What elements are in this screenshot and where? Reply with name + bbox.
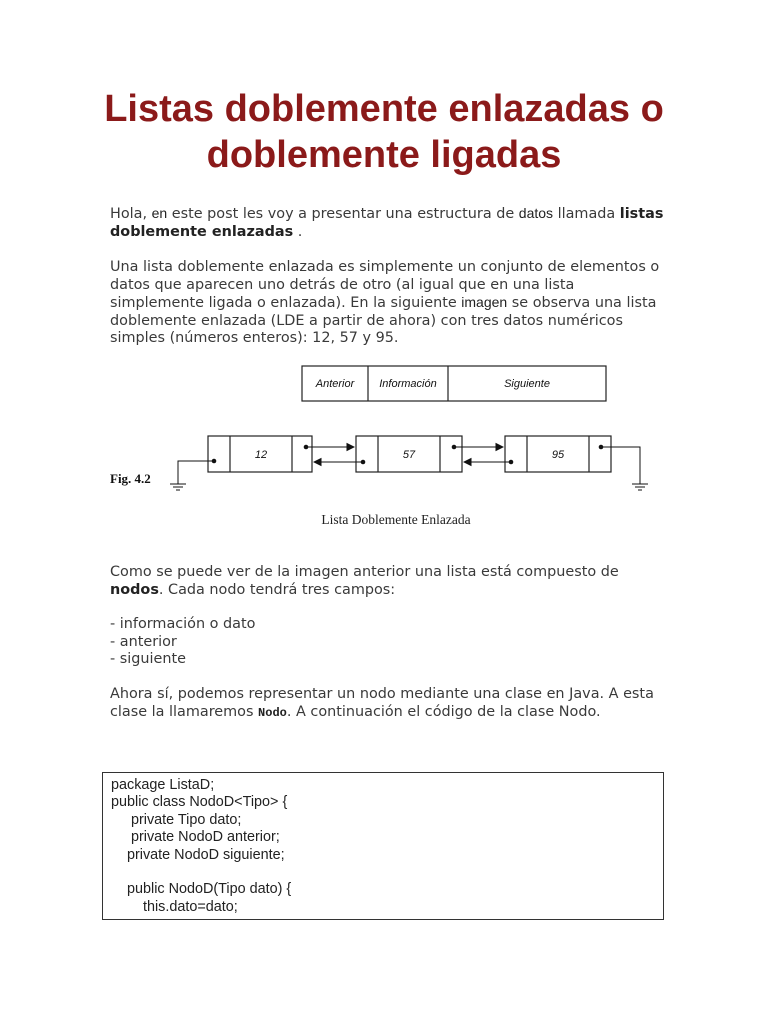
intro-text-5: llamada xyxy=(553,206,620,222)
code-line: private NodoD siguiente; xyxy=(111,846,285,863)
field-item-anterior: - anterior xyxy=(110,633,177,650)
java-paragraph xyxy=(110,686,670,722)
list-node-3 xyxy=(505,436,611,472)
code-block xyxy=(102,772,664,920)
page-title: Listas doblemente enlazadas o doblemente ligadas xyxy=(104,88,664,176)
header-anterior: Anterior xyxy=(315,378,355,390)
code-line: package ListaD; xyxy=(111,777,215,793)
fields-list xyxy=(110,616,670,669)
node-1-value: 12 xyxy=(254,449,268,461)
node-structure-header xyxy=(302,366,606,401)
intro-text-1: Hola, xyxy=(110,206,152,222)
java-text-1: Ahora sí, podemos representar un nodo mediante una clase en Java. A esta clase la llamaremos xyxy=(110,686,654,720)
code-line: private Tipo dato; xyxy=(111,811,242,828)
code-line: private NodoD anterior; xyxy=(111,829,280,846)
intro-bold-term: listas doblemente enlazadas xyxy=(110,206,664,240)
node-3-value: 95 xyxy=(551,449,565,461)
desc-text-2: imagen xyxy=(461,294,508,310)
header-informacion: Información xyxy=(379,378,437,390)
intro-paragraph xyxy=(110,205,670,241)
nodes-bold-term: nodos xyxy=(110,581,159,598)
field-item-informacion: - información o dato xyxy=(110,616,256,632)
code-line: this.dato=dato; xyxy=(111,898,238,915)
figure-caption: Lista Doblemente Enlazada xyxy=(321,512,471,527)
description-paragraph xyxy=(110,259,670,348)
desc-text-1: Una lista doblemente enlazada es simplemente un conjunto de elementos o datos que aparecen uno detrás de otro (al igual que en una lista simplemente ligada o enlazada). En la siguiente xyxy=(110,259,660,311)
intro-text-3: este post les voy a presentar una estructura de xyxy=(167,206,519,222)
code-line xyxy=(111,864,663,881)
nodes-text-3: . Cada nodo tendrá tres campos: xyxy=(158,581,396,598)
code-line: public class NodoD<Tipo> { xyxy=(111,794,288,811)
java-text-3: . A continuación el código de la clase Nodo. xyxy=(286,703,601,720)
intro-text-7: . xyxy=(293,223,303,240)
figure-label: Fig. 4.2 xyxy=(110,471,151,486)
desc-text-3: se observa una lista doblemente enlazada (LDE a partir de ahora) con tres datos numéricos simples (números enteros): 12, 57 y 95. xyxy=(110,295,657,346)
code-line: public NodoD(Tipo dato) { xyxy=(111,881,292,898)
nodes-paragraph xyxy=(110,564,670,599)
node-2-value: 57 xyxy=(402,449,416,461)
linked-list-diagram xyxy=(100,358,680,538)
field-item-siguiente: - siguiente xyxy=(110,651,186,667)
intro-text-4: datos xyxy=(518,205,554,221)
list-node-2 xyxy=(356,436,462,472)
doubly-linked-list-figure xyxy=(100,358,680,538)
java-class-name: Nodo xyxy=(258,705,287,720)
header-siguiente: Siguiente xyxy=(504,378,550,390)
intro-text-2: en xyxy=(151,205,168,221)
list-node-1 xyxy=(208,436,312,472)
nodes-text-1: Como se puede ver de la imagen anterior una lista está compuesto de xyxy=(110,564,619,580)
null-ground-left-icon xyxy=(170,461,214,490)
